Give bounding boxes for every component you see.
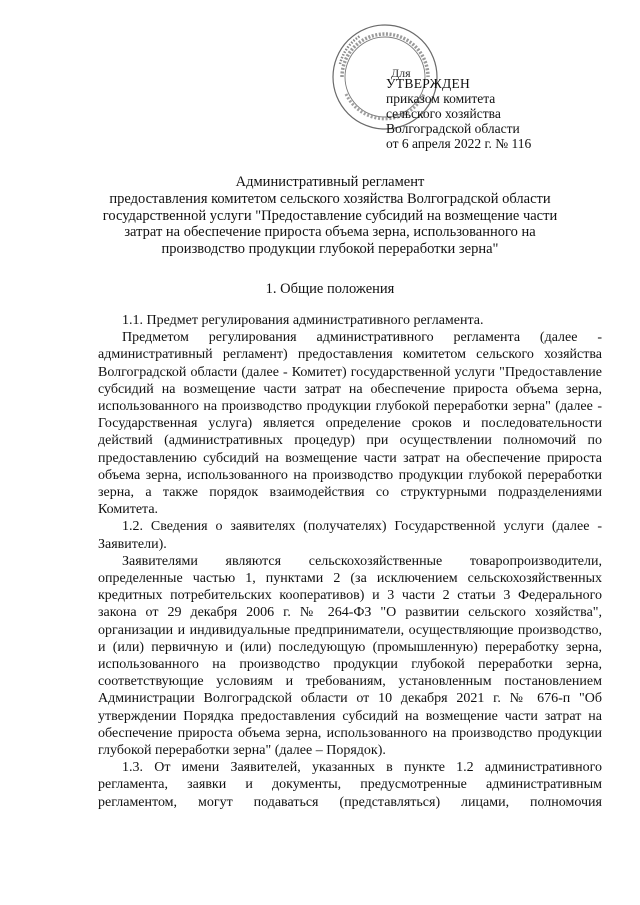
title-line: государственной услуги "Предоставление субсидий на возмещение части bbox=[102, 207, 558, 224]
paragraph: 1.2. Сведения о заявителях (получателях) Государственной услуги (далее - Заявители). bbox=[98, 519, 602, 552]
title-line: Административный регламент bbox=[235, 174, 425, 190]
document-body bbox=[98, 312, 602, 811]
paragraph: 1.1. Предмет регулирования административного регламента. bbox=[122, 313, 484, 328]
approval-line: приказом комитета bbox=[386, 91, 496, 106]
approval-line: сельского хозяйства bbox=[386, 106, 501, 121]
title-line: производство продукции глубокой переработки зерна" bbox=[161, 241, 499, 258]
approval-line: УТВЕРЖДЕН bbox=[386, 76, 471, 91]
document-title bbox=[70, 174, 590, 258]
approval-line: Волгоградской области bbox=[386, 121, 520, 136]
title-line: затрат на обеспечение прироста объема зерна, использованного на bbox=[124, 224, 536, 241]
section-heading: 1. Общие положения bbox=[265, 281, 395, 297]
title-line: предоставления комитетом сельского хозяйства Волгоградской области bbox=[109, 190, 551, 207]
approval-block bbox=[386, 76, 531, 151]
paragraph: 1.3. От имени Заявителей, указанных в пункте 1.2 административного регламента, заявки и документы, предусмотренные административным регламентом, могут подаваться (представляться) лицами, полномочия bbox=[98, 760, 602, 810]
stamp-note-line: Для bbox=[391, 66, 411, 80]
approval-line: от 6 апреля 2022 г. № 116 bbox=[386, 136, 532, 151]
paragraph: Заявителями являются сельскохозяйственные товаропроизводители, определенные частью 1, пунктами 2 (за исключением сельскохозяйственных кредитных потребительских кооперативов) и 3 части 2 статьи 3 Федерального закона от 29 декабря 2006 г. № 264-ФЗ "О развитии сельского хозяйства", организации и индивидуальные предприниматели, осуществляющие производство, и (или) первичную и (или) последующую (промышленную) переработку зерна, использованного на производство продукции глубокой переработки зерна, соответствующие условиям и требованиям, установленным постановлением Администрации Волгоградской области от 10 декабря 2021 г. № 676-п "Об утверждении Порядка предоставления субсидий на возмещение части затрат на обеспечение прироста объема зерна, использованного на производство продукции глубокой переработки зерна" (далее – Порядок). bbox=[98, 553, 602, 759]
paragraph: Предметом регулирования административного регламента (далее - административный регламент) предоставления комитетом сельского хозяйства Волгоградской области (далее - Комитет) государственной услуги "Предоставление субсидий на возмещение части затрат на обеспечение прироста объема зерна, использованного на производство продукции глубокой переработки зерна" (далее - Государственная услуга) является определение сроков и последовательности действий (административных процедур) при осуществлении полномочий по предоставлению субсидий на возмещение части затрат на обеспечение прироста объема зерна, использованного на производство продукции глубокой переработки зерна, а также порядок взаимодействия со структурными подразделениями Комитета. bbox=[98, 330, 602, 518]
